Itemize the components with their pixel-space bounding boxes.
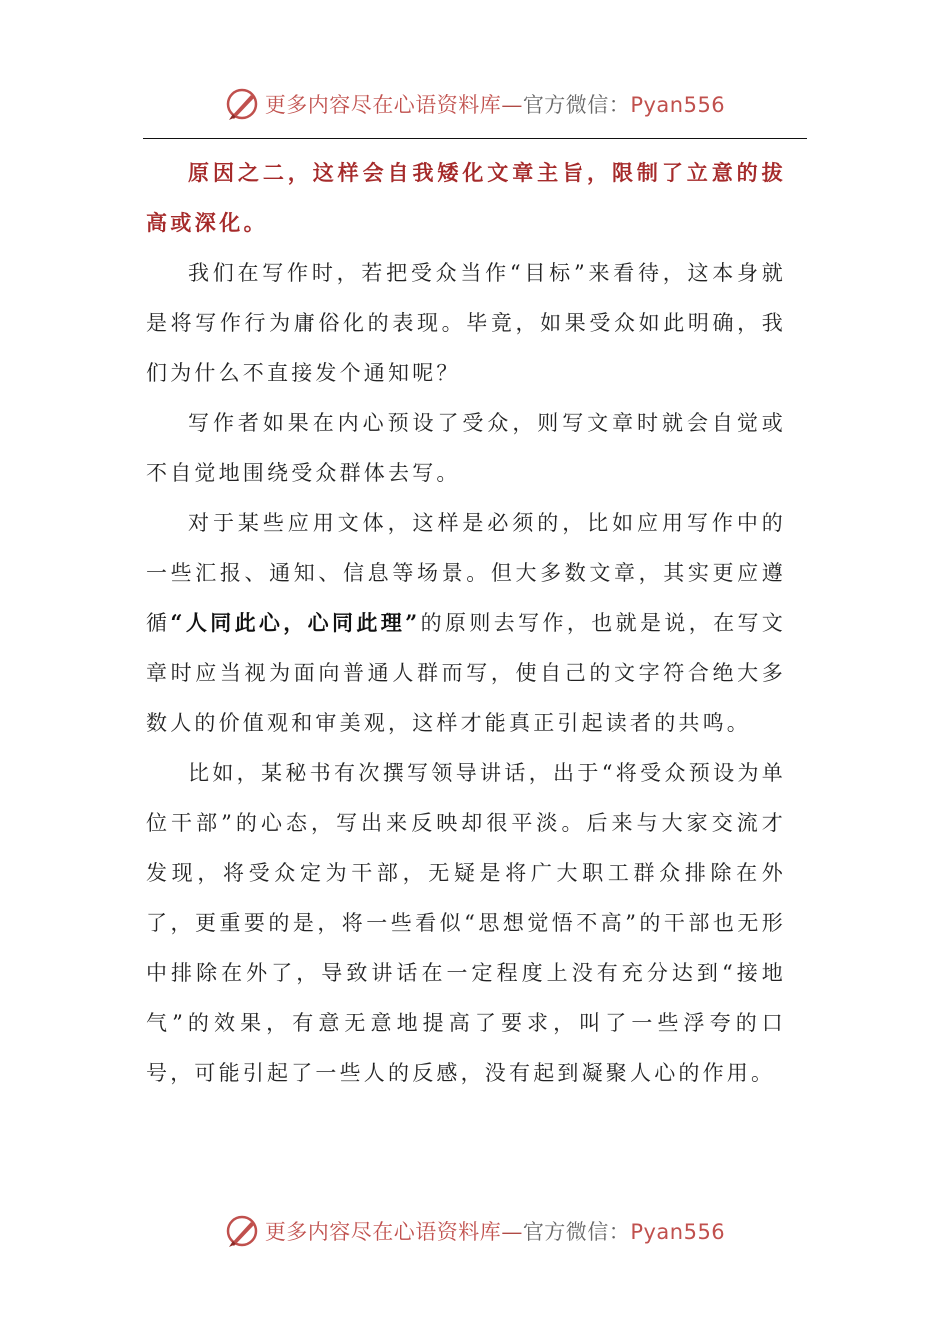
header-divider [143,138,807,139]
header-banner [0,84,950,124]
paragraph-3-end: 的原则去写作，也就是说，在写文章时应当视为面向普通人群而写，使自己的文字符合绝大多数人的价值观和审美观，这样才能真正引起读者的共鸣。 [146,611,787,735]
official-label: 官方微信： [522,93,631,117]
brand-text: 更多内容尽在心语资料库 [264,1220,502,1244]
paragraph-3-start: 对于某些应用文体，这样是必须的，比如应用写作中的一些汇报、通知、信息等场景。但大多数文章，其实更应遵循 [146,511,786,635]
pen-logo-icon [225,87,259,121]
wechat-id: Pyan556 [630,1220,726,1244]
brand-text: 更多内容尽在心语资料库 [264,93,502,117]
banner-text [265,1216,725,1246]
footer-banner [0,1211,950,1251]
dash-text: — [501,93,523,117]
banner-text [265,89,725,119]
official-label: 官方微信： [522,1220,631,1244]
paragraph-4: 比如，某秘书有次撰写领导讲话，出于“将受众预设为单位干部”的心态，写出来反映却很平淡。后来与大家交流才发现，将受众定为干部，无疑是将广大职工群众排除在外了，更重要的是，将一些看似“思想觉悟不高”的干部也无形中排除在外了，导致讲话在一定程度上没有充分达到“接地气”的效果，有意无意地提高了要求，叫了一些浮夸的口号，可能引起了一些人的反感，没有起到凝聚人心的作用。 [146,761,786,1085]
article-body [146,148,786,1098]
paragraph-3 [146,498,786,748]
pen-logo-icon [225,1214,259,1248]
paragraph-2: 写作者如果在内心预设了受众，则写文章时就会自觉或不自觉地围绕受众群体去写。 [146,411,786,485]
section-heading: 原因之二，这样会自我矮化文章主旨，限制了立意的拔高或深化。 [146,160,786,235]
paragraph-3-bold-quote: “人同此心，心同此理” [170,610,421,635]
paragraph-1: 我们在写作时，若把受众当作“目标”来看待，这本身就是将写作行为庸俗化的表现。毕竟，如果受众如此明确，我们为什么不直接发个通知呢？ [146,261,786,385]
dash-text: — [501,1220,523,1244]
wechat-id: Pyan556 [630,93,726,117]
